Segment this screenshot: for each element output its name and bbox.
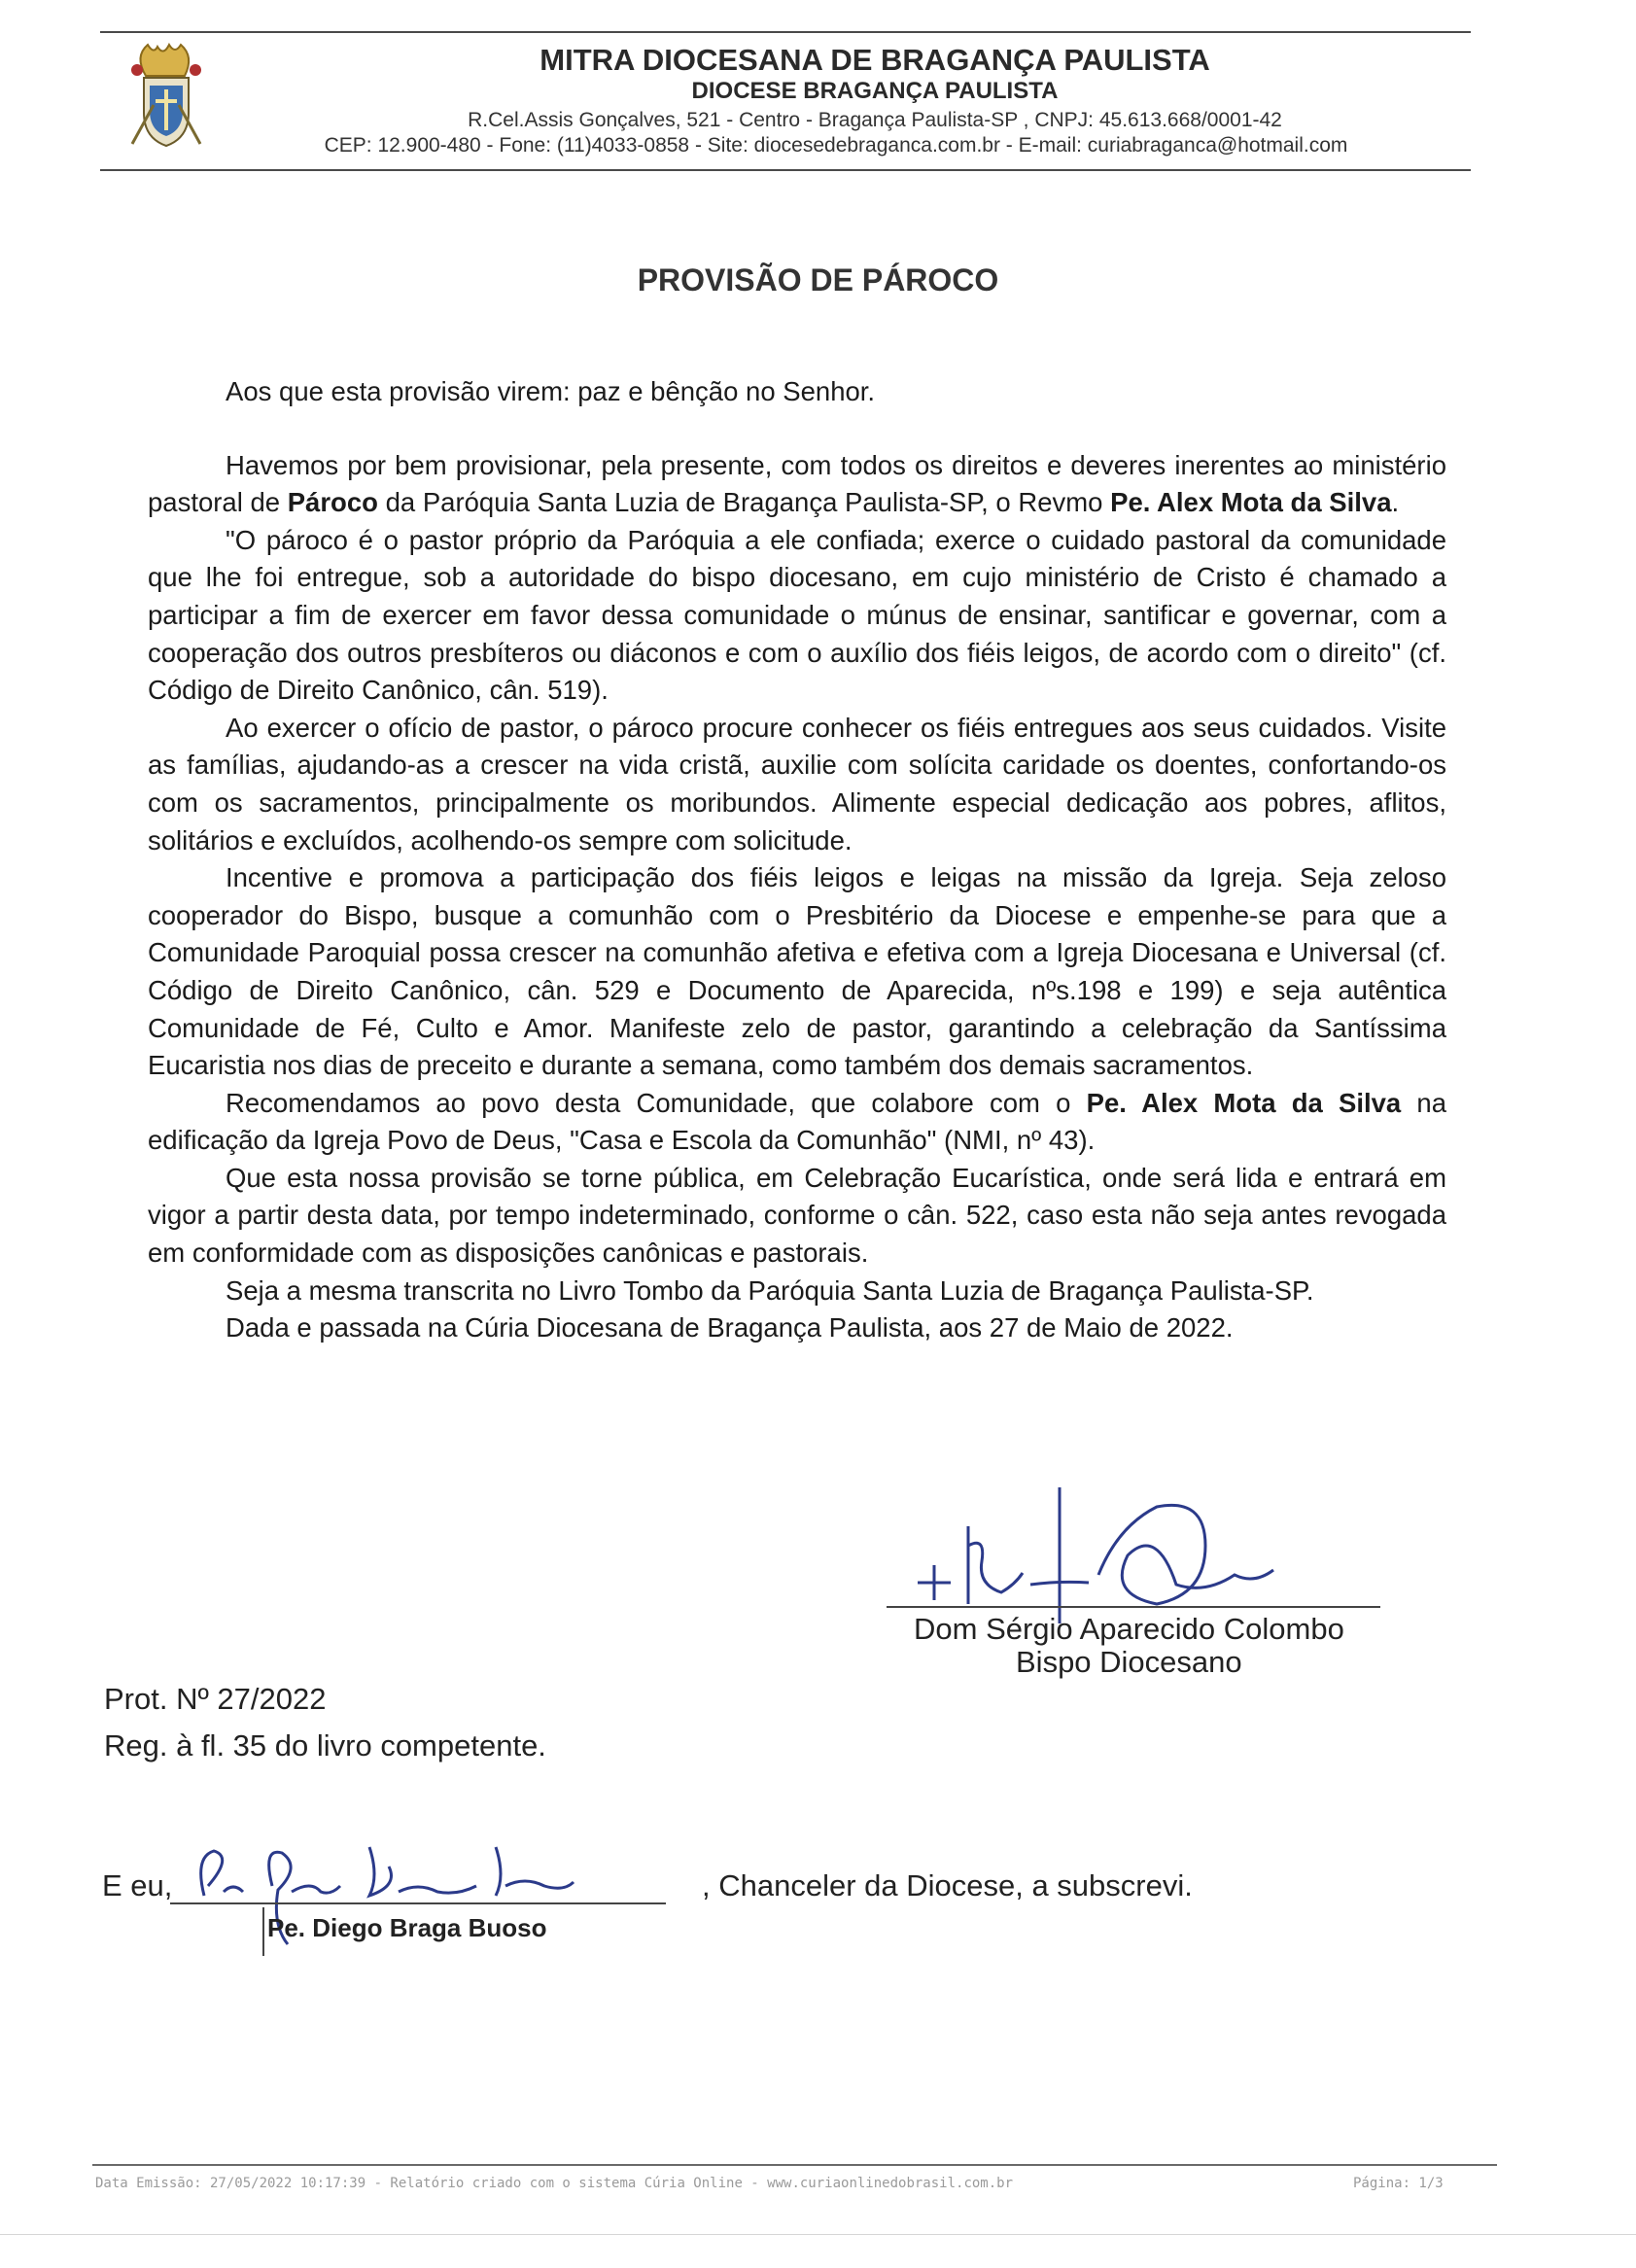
bishop-name: Dom Sérgio Aparecido Colombo (914, 1612, 1344, 1646)
diocese-name: DIOCESE BRAGANÇA PAULISTA (691, 78, 1059, 104)
footer-issue-info: Data Emissão: 27/05/2022 10:17:39 - Relatório criado com o sistema Cúria Online - www.curiaonlinedobrasil.com.br (95, 2176, 1014, 2191)
text-run: na edificação da Igreja Povo de Deus, "Casa e Escola da Comunhão" (NMI, nº 43). (148, 1087, 1446, 1156)
subscription-prefix: E eu, (102, 1868, 173, 1902)
text-run: Recomendamos ao povo desta Comunidade, que colabore com o (226, 1087, 1087, 1118)
chancellor-name: Pe. Diego Braga Buoso (267, 1913, 547, 1942)
header-top-rule (100, 31, 1471, 33)
footer-page-number: Página: 1/3 (1353, 2176, 1444, 2191)
chancellor-signature-line (170, 1902, 666, 1904)
bishop-role: Bispo Diocesano (1016, 1645, 1242, 1679)
address-line: R.Cel.Assis Gonçalves, 521 - Centro - Bragança Paulista-SP , CNPJ: 45.613.668/0001-42 (468, 109, 1282, 131)
footer-rule (92, 2164, 1497, 2166)
paragraph-provision (148, 447, 1446, 522)
text-run: . (1391, 487, 1400, 518)
paragraph-recommendation (148, 1085, 1446, 1160)
subscription-suffix: , Chanceler da Diocese, a subscrevi. (702, 1868, 1193, 1902)
chancellor-signature (165, 1828, 593, 1964)
priest-name: Pe. Alex Mota da Silva (1086, 1087, 1402, 1118)
registry-reference: Reg. à fl. 35 do livro competente. (104, 1728, 546, 1762)
scan-edge-line (0, 2234, 1636, 2235)
greeting: Aos que esta provisão virem: paz e bênção no Senhor. (226, 376, 876, 406)
contact-line: CEP: 12.900-480 - Fone: (11)4033-0858 - Site: diocesedebraganca.com.br - E-mail: curiabraganca@hotmail.com (324, 134, 1348, 157)
paragraph-transcription: Seja a mesma transcrita no Livro Tombo da Paróquia Santa Luzia de Bragança Paulista-SP. (226, 1274, 1314, 1306)
paragraph-quote: "O pároco é o pastor próprio da Paróquia a ele confiada; exerce o cuidado pastoral da comunidade que lhe foi entregue, sob a autoridade do bispo diocesano, em cujo ministério de Cristo é chamado a participar a fim de exercer em favor dessa comunidade o múnus de ensinar, santificar e governar, com a cooperação dos outros presbíteros ou diáconos e com o auxílio dos fiéis leigos, de acordo com o direito" (cf. Código de Direito Canônico, cân. 519). (148, 524, 1446, 706)
role-term: Pároco (287, 487, 378, 518)
text-run: Havemos por bem provisionar, pela presente, com todos os direitos e deveres inerentes ao ministério pastoral de (148, 449, 1446, 518)
header-bottom-rule (100, 169, 1471, 171)
paragraph-date: Dada e passada na Cúria Diocesana de Bragança Paulista, aos 27 de Maio de 2022. (226, 1312, 1234, 1343)
bishop-signature-line (887, 1606, 1380, 1608)
chancellor-name-bracket (262, 1907, 264, 1956)
paragraph-pastor-duties: Ao exercer o ofício de pastor, o pároco procure conhecer os fiéis entregues aos seus cuidados. Visite as famílias, ajudando-as a crescer na vida cristã, auxilie com solícita caridade os doentes, confortando-os com os sacramentos, principalmente os moribundos. Alimente especial dedicação aos pobres, aflitos, solitários e excluídos, acolhendo-os sempre com solicitude. (148, 712, 1446, 855)
priest-name: Pe. Alex Mota da Silva (1110, 487, 1392, 518)
document-title: PROVISÃO DE PÁROCO (637, 262, 999, 297)
paragraph-participation: Incentive e promova a participação dos fiéis leigos e leigas na missão da Igreja. Seja zeloso cooperador do Bispo, busque a comunhão com o Presbitério da Diocese e empenhe-se para que a Comunidade Paroquial possa crescer na comunhão afetiva e efetiva com a Igreja Diocesana e Universal (cf. Código de Direito Canônico, cân. 529 e Documento de Aparecida, nºs.198 e 199) e seja autêntica Comunidade de Fé, Culto e Amor. Manifeste zelo de pastor, garantindo a celebração da Santíssima Eucaristia nos dias de preceito e durante a semana, como também dos demais sacramentos. (148, 862, 1446, 1081)
paragraph-publication: Que esta nossa provisão se torne pública, em Celebração Eucarística, onde será lida e entrará em vigor a partir desta data, por tempo indeterminado, conforme o cân. 522, caso esta não seja antes revogada em conformidade com as disposições canônicas e pastorais. (148, 1162, 1446, 1269)
document-body (148, 373, 1446, 1347)
text-run: da Paróquia Santa Luzia de Bragança Paulista-SP, o Revmo (377, 487, 1111, 518)
protocol-number: Prot. Nº 27/2022 (104, 1682, 327, 1716)
organization-name: MITRA DIOCESANA DE BRAGANÇA PAULISTA (540, 43, 1210, 77)
